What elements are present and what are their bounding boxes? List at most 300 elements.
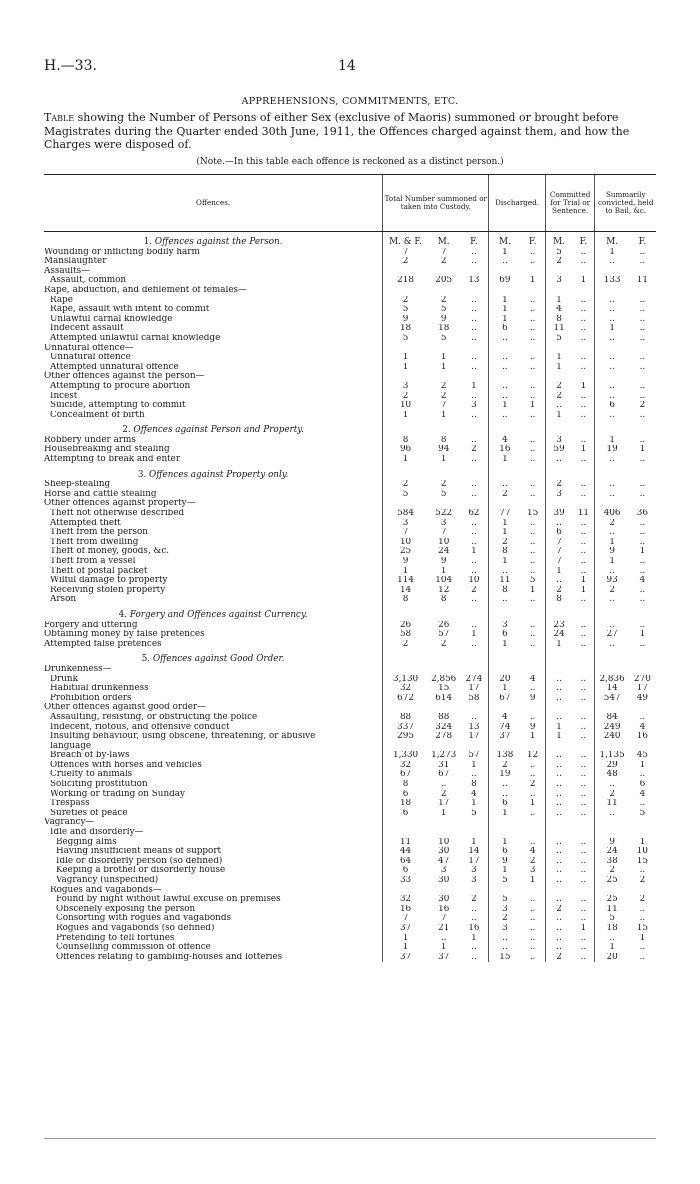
table-row (44, 392, 656, 402)
value-cell: 1 (545, 732, 572, 742)
value-cell: 39 (545, 509, 572, 519)
value-cell: .. (595, 296, 629, 306)
value-cell: 30 (438, 847, 450, 857)
value-cell: .. (595, 392, 629, 402)
offences-table (44, 174, 656, 962)
value-cell (629, 605, 656, 621)
offence-label: Attempted theft (50, 518, 121, 528)
value-cell: 2 (545, 480, 572, 490)
table-row (44, 943, 656, 953)
value-cell: 3 (529, 866, 536, 876)
value-cell: 5 (440, 489, 447, 499)
value-cell (489, 742, 521, 752)
value-cell: .. (580, 639, 587, 649)
value-cell: .. (580, 732, 587, 742)
value-cell: 1 (489, 401, 521, 411)
value-cell (629, 267, 656, 277)
page-number: 14 (338, 58, 356, 74)
value-cell: 4 (529, 674, 536, 684)
value-cell: 1 (545, 567, 572, 577)
value-cell: 2 (595, 790, 629, 800)
table-row (44, 809, 656, 819)
offence-label: Theft from a vessel (50, 557, 136, 566)
value-cell (383, 742, 428, 752)
value-cell: 5 (545, 248, 572, 258)
value-cell: .. (639, 914, 646, 924)
value-cell: .. (471, 333, 477, 343)
value-cell: 5 (529, 576, 536, 586)
value-cell: .. (489, 567, 521, 577)
value-cell: .. (471, 595, 477, 605)
offence-label: Habitual drunkenness (50, 684, 149, 694)
value-cell (460, 499, 489, 509)
value-cell: .. (595, 334, 629, 344)
value-cell (520, 649, 545, 665)
value-cell: .. (545, 761, 572, 771)
table-row (44, 445, 656, 455)
value-cell: 1 (595, 557, 629, 567)
value-cell: 88 (383, 713, 428, 723)
group-heading-row (44, 344, 656, 354)
group-heading-row (44, 742, 656, 752)
table-row (44, 857, 656, 867)
value-cell: 11 (595, 905, 629, 915)
value-cell: 2 (595, 519, 629, 529)
value-cell: 18 (383, 324, 428, 334)
value-cell: 2 (471, 445, 477, 455)
value-cell (572, 267, 595, 277)
value-cell (460, 605, 489, 621)
value-cell: 3 (489, 924, 521, 934)
value-cell: .. (471, 314, 477, 324)
value-cell: 11 (545, 324, 572, 334)
value-cell: 584 (383, 509, 428, 519)
value-cell (572, 818, 595, 828)
value-cell: .. (595, 528, 629, 538)
value-cell: .. (580, 760, 587, 770)
value-cell (383, 665, 428, 675)
offence-label: Prohibition orders (50, 693, 132, 703)
value-cell: 9 (489, 857, 521, 867)
value-cell: 2 (545, 905, 572, 915)
value-cell: 9 (383, 557, 428, 567)
value-cell (545, 818, 572, 828)
offence-label: Rape, assault with intent to commit (50, 305, 210, 315)
value-cell: .. (529, 314, 536, 324)
value-cell: 1 (383, 353, 428, 363)
table-row (44, 509, 656, 519)
value-cell: .. (639, 353, 646, 363)
value-cell: .. (471, 410, 477, 420)
offence-label: Trespass (50, 799, 90, 809)
value-cell: 20 (489, 675, 521, 685)
table-row (44, 324, 656, 334)
value-cell (595, 372, 629, 382)
table-row (44, 353, 656, 363)
offence-label: Attempting to break and enter (44, 455, 181, 465)
category-title: 4. Forgery and Offences against Currency. (118, 609, 308, 620)
value-cell: .. (545, 694, 572, 704)
value-cell (383, 828, 428, 838)
value-cell: .. (580, 362, 587, 372)
value-cell: .. (529, 630, 536, 640)
value-cell: 21 (438, 923, 450, 933)
value-cell: .. (529, 305, 536, 315)
value-cell: .. (529, 480, 536, 490)
value-cell: .. (489, 382, 521, 392)
value-cell: 1 (489, 296, 521, 306)
value-cell: .. (580, 952, 587, 962)
value-cell: 1 (639, 630, 646, 640)
value-cell: 1 (440, 808, 447, 818)
offence-label: Assaults— (44, 266, 90, 276)
value-cell: .. (595, 455, 629, 465)
value-cell: 6 (383, 809, 428, 819)
value-cell: .. (639, 305, 646, 315)
value-cell: .. (471, 489, 477, 499)
offence-label: Horse and cattle stealing (44, 489, 157, 499)
value-cell: 12 (527, 751, 539, 761)
value-cell (460, 703, 489, 713)
value-cell: 57 (438, 630, 450, 640)
value-cell: 31 (438, 760, 450, 770)
value-cell: .. (580, 876, 587, 885)
value-cell: .. (545, 934, 572, 944)
value-cell: 47 (438, 856, 450, 866)
value-cell: 27 (595, 630, 629, 640)
offence-label: Manslaughter (44, 257, 107, 267)
value-cell (428, 372, 460, 382)
offence-label: Theft not otherwise described (50, 509, 185, 519)
value-cell: .. (639, 391, 646, 401)
value-cell: 2 (489, 914, 521, 924)
value-cell: 11 (383, 838, 428, 848)
col-header-total: Total Number summoned or taken into Custody. (383, 175, 489, 232)
value-cell (595, 267, 629, 277)
offence-label: Breach of by-laws (50, 751, 130, 761)
value-cell: 37 (438, 952, 450, 962)
value-cell: 67 (383, 770, 428, 780)
value-cell: .. (639, 362, 646, 372)
value-cell (595, 742, 629, 752)
value-cell (489, 703, 521, 713)
value-cell: 29 (595, 761, 629, 771)
offence-label: Rape (50, 295, 73, 305)
value-cell: .. (580, 566, 587, 576)
value-cell: 1 (489, 684, 521, 694)
category-title: 3. Offences against Property only. (137, 469, 289, 480)
value-cell: 38 (595, 857, 629, 867)
value-cell: .. (529, 435, 536, 445)
offence-label: Having insufficient means of support (56, 847, 222, 857)
value-cell: .. (471, 943, 477, 953)
value-cell: .. (595, 411, 629, 421)
value-cell: 2 (529, 780, 536, 790)
value-cell: 3 (440, 866, 447, 876)
value-cell: .. (489, 257, 521, 267)
value-cell: 672 (383, 694, 428, 704)
table-row (44, 547, 656, 557)
value-cell: 8 (545, 315, 572, 325)
value-cell (383, 818, 428, 828)
value-cell: .. (529, 943, 536, 953)
value-cell: .. (595, 780, 629, 790)
value-cell (572, 703, 595, 713)
value-cell: M. (545, 232, 572, 248)
value-cell (629, 372, 656, 382)
offence-label: Attempting to procure abortion (50, 381, 191, 391)
value-cell: 15 (636, 856, 648, 866)
value-cell: 1 (545, 363, 572, 373)
value-cell: .. (545, 790, 572, 800)
value-cell (428, 818, 460, 828)
value-cell: .. (580, 489, 587, 499)
report-reference: H.—33. (44, 58, 97, 74)
offence-label: Unnatural offence— (44, 343, 134, 353)
table-row (44, 382, 656, 392)
value-cell: 1 (545, 640, 572, 650)
value-cell: 2 (383, 257, 428, 267)
value-cell: .. (529, 639, 536, 649)
table-row (44, 914, 656, 924)
value-cell: .. (529, 391, 536, 401)
value-cell: 3 (489, 621, 521, 631)
value-cell: 19 (595, 445, 629, 455)
value-cell: 7 (545, 547, 572, 557)
value-cell: 270 (634, 674, 651, 684)
value-cell: 1 (580, 276, 587, 286)
value-cell (460, 267, 489, 277)
value-cell: 3 (489, 905, 521, 915)
value-cell: .. (529, 760, 536, 770)
value-cell: 36 (636, 509, 648, 519)
offence-label: Other offences against property— (44, 499, 196, 509)
value-cell: .. (489, 780, 521, 790)
value-cell: .. (529, 247, 536, 257)
value-cell: .. (580, 866, 587, 876)
value-cell: 49 (636, 693, 648, 703)
table-row (44, 401, 656, 411)
value-cell: .. (529, 333, 536, 343)
value-cell: 3,130 (383, 675, 428, 685)
value-cell: 1 (383, 455, 428, 465)
offence-label: Attempted unlawful carnal knowledge (50, 333, 221, 343)
value-cell: 17 (468, 856, 480, 866)
value-cell (489, 605, 521, 621)
value-cell (520, 420, 545, 436)
value-cell (572, 665, 595, 675)
table-header-row (44, 175, 656, 232)
value-cell: .. (489, 790, 521, 800)
value-cell (595, 886, 629, 896)
value-cell: .. (471, 305, 477, 315)
value-cell: .. (545, 751, 572, 761)
value-cell: 274 (465, 674, 483, 684)
value-cell: 14 (468, 847, 480, 857)
value-cell: .. (639, 799, 646, 809)
value-cell (595, 286, 629, 296)
value-cell (545, 465, 572, 481)
value-cell: 1 (440, 362, 447, 372)
value-cell (520, 886, 545, 896)
value-cell: 32 (383, 895, 428, 905)
value-cell: 1 (580, 585, 587, 595)
value-cell: 1 (580, 576, 587, 586)
value-cell: .. (529, 257, 536, 267)
value-cell (520, 605, 545, 621)
value-cell: .. (639, 314, 646, 324)
value-cell: .. (529, 528, 536, 538)
value-cell: 8 (545, 595, 572, 605)
table-row (44, 257, 656, 267)
value-cell: 10 (383, 538, 428, 548)
col-header-offences: Offences. (44, 175, 383, 232)
value-cell (428, 649, 460, 665)
value-cell (572, 886, 595, 896)
table-row (44, 586, 656, 596)
value-cell (520, 828, 545, 838)
value-cell (489, 372, 521, 382)
value-cell (460, 372, 489, 382)
value-cell (595, 499, 629, 509)
value-cell: 522 (435, 509, 453, 519)
table-row (44, 770, 656, 780)
offence-label: Other offences against the person— (44, 372, 205, 382)
value-cell: .. (595, 621, 629, 631)
value-cell (629, 818, 656, 828)
table-row (44, 436, 656, 446)
value-cell: 249 (595, 723, 629, 733)
value-cell: 15 (438, 684, 450, 694)
value-cell: 6 (595, 401, 629, 411)
offence-label: Forgery and uttering (44, 620, 138, 630)
value-cell: 13 (468, 722, 480, 732)
value-cell: 26 (383, 621, 428, 631)
value-cell: 1 (595, 943, 629, 953)
table-row (44, 519, 656, 529)
value-cell: .. (580, 620, 587, 630)
group-heading-row (44, 828, 656, 838)
value-cell: .. (471, 247, 477, 257)
offence-label: Vagrancy (unspecified) (56, 876, 159, 885)
value-cell: 1,135 (595, 751, 629, 761)
table-row (44, 876, 656, 886)
value-cell: 64 (383, 857, 428, 867)
value-cell: 77 (489, 509, 521, 519)
value-cell: 15 (636, 923, 648, 933)
value-cell (545, 344, 572, 354)
value-cell: 2 (440, 295, 447, 305)
section-heading: APPREHENSIONS, COMMITMENTS, ETC. (241, 96, 459, 107)
group-heading-row (44, 286, 656, 296)
col-header-summarily: Summarily convicted, held to Bail, &c. (595, 175, 656, 232)
value-cell: 1 (440, 943, 447, 953)
value-cell: 2 (383, 296, 428, 306)
value-cell: 7 (440, 247, 447, 257)
offence-label: Rogues and vagabonds (so defined) (56, 923, 215, 933)
value-cell: 2 (489, 490, 521, 500)
offence-label: Housebreaking and stealing (44, 445, 170, 455)
value-cell (383, 605, 428, 621)
category-row (44, 649, 656, 665)
offence-label: Incest (50, 391, 78, 401)
table-row (44, 780, 656, 790)
value-cell: 324 (435, 722, 453, 732)
value-cell (520, 665, 545, 675)
value-cell (489, 499, 521, 509)
value-cell: .. (545, 838, 572, 848)
value-cell (428, 499, 460, 509)
value-cell: .. (595, 305, 629, 315)
value-cell: 25 (595, 895, 629, 905)
value-cell: .. (529, 684, 536, 694)
value-cell: 4 (639, 722, 646, 732)
value-cell: 9 (440, 314, 447, 324)
value-cell: 9 (529, 722, 536, 732)
offence-label: Assaulting, resisting, or obstructing the police (50, 712, 258, 722)
value-cell: .. (595, 490, 629, 500)
table-row (44, 305, 656, 315)
value-cell: 4 (489, 436, 521, 446)
value-cell: .. (440, 933, 447, 943)
value-cell: .. (639, 585, 646, 595)
value-cell: 8 (489, 586, 521, 596)
value-cell (428, 742, 460, 752)
value-cell: 5 (440, 305, 447, 315)
value-cell (520, 286, 545, 296)
value-cell: 6 (383, 866, 428, 876)
value-cell: 3 (471, 876, 477, 885)
value-cell: .. (529, 324, 536, 334)
value-cell: 48 (595, 770, 629, 780)
value-cell: .. (529, 445, 536, 455)
value-cell: 7 (383, 528, 428, 538)
value-cell: 4 (529, 847, 536, 857)
value-cell: .. (545, 924, 572, 934)
value-cell: .. (580, 410, 587, 420)
offence-label: Indecent, riotous, and offensive conduct (50, 722, 230, 732)
value-cell: .. (529, 566, 536, 576)
value-cell: 11 (636, 276, 648, 286)
offence-label: Wounding or inflicting bodily harm (44, 247, 200, 257)
value-cell: .. (639, 435, 646, 445)
value-cell: 1 (639, 445, 646, 455)
table-row (44, 315, 656, 325)
value-cell: 1 (440, 353, 447, 363)
value-cell: .. (471, 257, 477, 267)
value-cell (520, 344, 545, 354)
value-cell: .. (580, 674, 587, 684)
value-cell: M. (489, 232, 521, 248)
caption-lead: Table (44, 111, 75, 124)
table-caption (44, 111, 650, 152)
value-cell: 2 (440, 789, 447, 799)
value-cell: .. (529, 914, 536, 924)
value-cell: .. (471, 952, 477, 962)
value-cell: 1 (639, 837, 646, 847)
value-cell (428, 703, 460, 713)
value-cell: 8 (383, 780, 428, 790)
value-cell: 2 (545, 953, 572, 963)
value-cell (545, 605, 572, 621)
value-cell: .. (580, 847, 587, 857)
value-cell: .. (545, 866, 572, 876)
value-cell: .. (545, 914, 572, 924)
value-cell: 84 (595, 713, 629, 723)
group-heading-row (44, 703, 656, 713)
value-cell: .. (580, 518, 587, 528)
value-cell: 2 (545, 392, 572, 402)
